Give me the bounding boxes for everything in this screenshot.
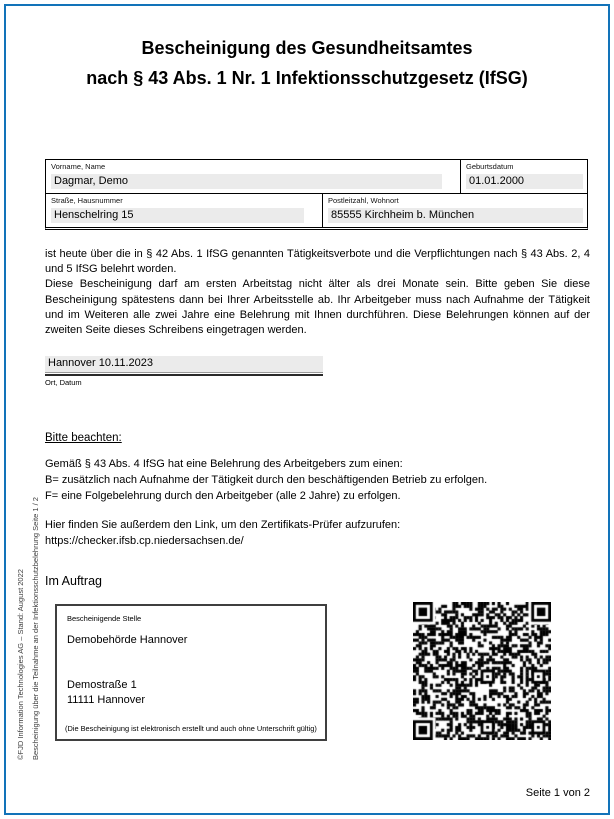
- authority-street: Demostraße 1: [67, 679, 137, 691]
- field-label: Postleitzahl, Wohnort: [328, 196, 399, 205]
- ort-datum-value: Hannover 10.11.2023: [45, 356, 323, 373]
- field-label: Geburtsdatum: [466, 162, 514, 171]
- sidebar-vertical-text: [13, 374, 43, 760]
- notice-heading: Bitte beachten:: [45, 432, 122, 444]
- im-auftrag-label: Im Auftrag: [45, 574, 102, 588]
- page-number: Seite 1 von 2: [525, 787, 590, 799]
- bescheinigende-stelle-box: [55, 604, 327, 741]
- belehrung-paragraph-2: Diese Bescheinigung darf am ersten Arbeitstag nicht älter als drei Monate sein. Bitte geben Sie diese Bescheinigung spätestens dann bei Ihrer Arbeitsstelle ab. Ihr Arbeitgeber muss nach Aufnahme der Tätigkeit und im Weiteren alle zwei Jahre eine Belehrung mit Ihnen durchführen. Diese Belehrungen können auf der zweiten Seite dieses Schreibens eingetragen werden.: [45, 278, 590, 337]
- ort-datum-block: [45, 356, 323, 387]
- qr-code: [413, 602, 551, 740]
- field-postleitzahl-wohnort: [322, 194, 587, 227]
- belehrung-text: [45, 247, 590, 338]
- notice-line-b: B= zusätzlich nach Aufnahme der Tätigkeit durch den beschäftigenden Betrieb zu erfolgen.: [45, 474, 488, 486]
- field-geburtsdatum: [460, 160, 587, 193]
- belehrung-paragraph-1: ist heute über die in § 42 Abs. 1 IfSG genannten Tätigkeitsverbote und die Verpflichtungen nach § 43 Abs. 2, 4 und 5 IfSG belehrt worden.: [45, 248, 590, 276]
- zertifikat-link-url[interactable]: https://checker.ifsb.cp.niedersachsen.de/: [45, 535, 244, 547]
- field-value: 85555 Kirchheim b. München: [328, 208, 583, 223]
- zertifikat-link-intro: Hier finden Sie außerdem den Link, um den Zertifikats-Prüfer aufzurufen:: [45, 519, 401, 531]
- signature-rule: [45, 374, 323, 376]
- field-vorname-name: [46, 160, 460, 193]
- field-label: Vorname, Name: [51, 162, 106, 171]
- document-type-line: Bescheinigung über die Teilnahme an der Infektionsschutzbelehrung Seite 1 / 2: [31, 497, 40, 760]
- table-row: [46, 194, 587, 227]
- notice-line-f: F= eine Folgebelehrung durch den Arbeitgeber (alle 2 Jahre) zu erfolgen.: [45, 490, 401, 502]
- field-strasse-hausnummer: [46, 194, 322, 227]
- authority-address: [67, 678, 145, 708]
- electronic-validity-note: (Die Bescheinigung ist elektronisch erstellt und auch ohne Unterschrift gültig): [65, 724, 317, 733]
- notice-line-intro: Gemäß § 43 Abs. 4 IfSG hat eine Belehrung des Arbeitgebers zum einen:: [45, 458, 403, 470]
- spacer: [45, 504, 590, 517]
- personal-data-table: [45, 159, 588, 230]
- title-line-1: Bescheinigung des Gesundheitsamtes: [141, 38, 473, 58]
- authority-city: 11111 Hannover: [67, 694, 146, 706]
- ort-datum-label: Ort, Datum: [45, 378, 82, 387]
- field-value: Henschelring 15: [51, 208, 304, 223]
- table-row: [46, 160, 587, 194]
- field-value: Dagmar, Demo: [51, 174, 442, 189]
- copyright-line: ©FJD Information Technologies AG – Stand: August 2022: [16, 569, 25, 760]
- field-value: 01.01.2000: [466, 174, 583, 189]
- title-line-2: nach § 43 Abs. 1 Nr. 1 Infektionsschutzgesetz (IfSG): [86, 68, 528, 88]
- stelle-box-label: Bescheinigende Stelle: [67, 614, 142, 623]
- field-label: Straße, Hausnummer: [51, 196, 123, 205]
- authority-name: Demobehörde Hannover: [67, 634, 188, 646]
- notice-body: [45, 456, 590, 549]
- certificate-title: [0, 33, 614, 93]
